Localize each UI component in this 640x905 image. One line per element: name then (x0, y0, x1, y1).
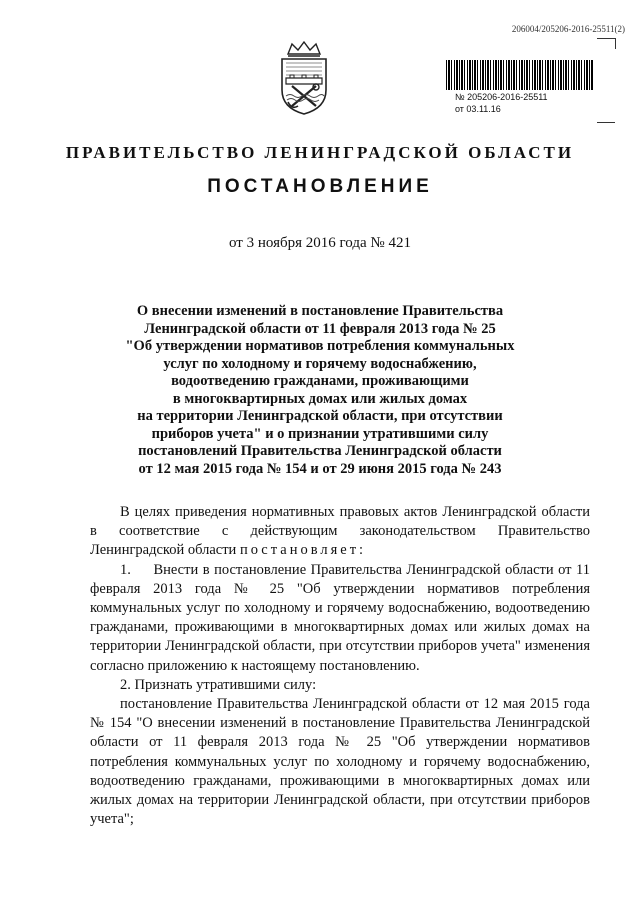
issuing-authority: ПРАВИТЕЛЬСТВО ЛЕНИНГРАДСКОЙ ОБЛАСТИ (65, 143, 575, 162)
registration-date: от 03.11.16 (455, 104, 501, 114)
title-line: приборов учета" и о признании утратившими силу (151, 425, 489, 442)
item-2-heading: 2. Признать утратившими силу: (120, 676, 317, 693)
title-line: услуг по холодному и горячему водоснабжению, (163, 355, 477, 372)
title-line: в многоквартирных домах или жилых домах (172, 390, 468, 407)
title-line: на территории Ленинградской области, при отсутствии (137, 408, 503, 424)
document-code: 206004/205206-2016-25511(2) (511, 24, 625, 34)
registration-barcode (446, 60, 594, 90)
title-line: "Об утверждении нормативов потребления коммунальных (125, 338, 515, 354)
title-line: О внесении изменений в постановление Правительства (136, 303, 504, 319)
intro-text: В целях приведения нормативных правовых актов Ленинградской области в соответствие с действующим законодательством Правительство Ленинградской области (90, 504, 590, 559)
title-line: от 12 мая 2015 года № 154 и от 29 июня 2015 года № 243 (138, 460, 502, 477)
title-line: Ленинградской области от 11 февраля 2013 года № 25 (144, 320, 496, 337)
item-1-paragraph: 1. Внести в постановление Правительства Ленинградской области от 11 февраля 2013 года № 25 "Об утверждении нормативов потребления коммунальных услуг по холодному и горячему водоснабжению, водоотведению гражданами, проживающими в многоквартирных домах или жилых домах на территории Ленинградской области, при отсутствии приборов учета" изменения согласно приложению к настоящему постановлению. (90, 561, 594, 674)
title-line: водоотведению гражданами, проживающими (171, 373, 469, 389)
document-body (90, 503, 594, 829)
decree-word: постановляет: (239, 542, 367, 559)
coat-of-arms-emblem (274, 40, 334, 116)
crop-mark (597, 38, 616, 49)
document-type-heading: ПОСТАНОВЛЕНИЕ (207, 176, 433, 197)
item-2-subparagraph: постановление Правительства Ленинградской области от 12 мая 2015 года № 154 "О внесении изменений в постановление Правительства Ленинградской области от 11 февраля 2013 года № 25 "Об утверждении нормативов потребления коммунальных услуг по холодному и горячему водоснабжению, водоотведению гражданами, проживающими в многоквартирных домах или жилых домах на территории Ленинградской области, при отсутствии приборов учета"; (90, 696, 590, 828)
intro-paragraph (90, 503, 590, 561)
registration-number: № 205206-2016-25511 (455, 92, 548, 102)
title-line: постановлений Правительства Ленинградской области (138, 443, 502, 459)
crop-mark (597, 122, 615, 123)
document-date-number: от 3 ноября 2016 года № 421 (229, 235, 411, 251)
document-title (100, 303, 540, 478)
